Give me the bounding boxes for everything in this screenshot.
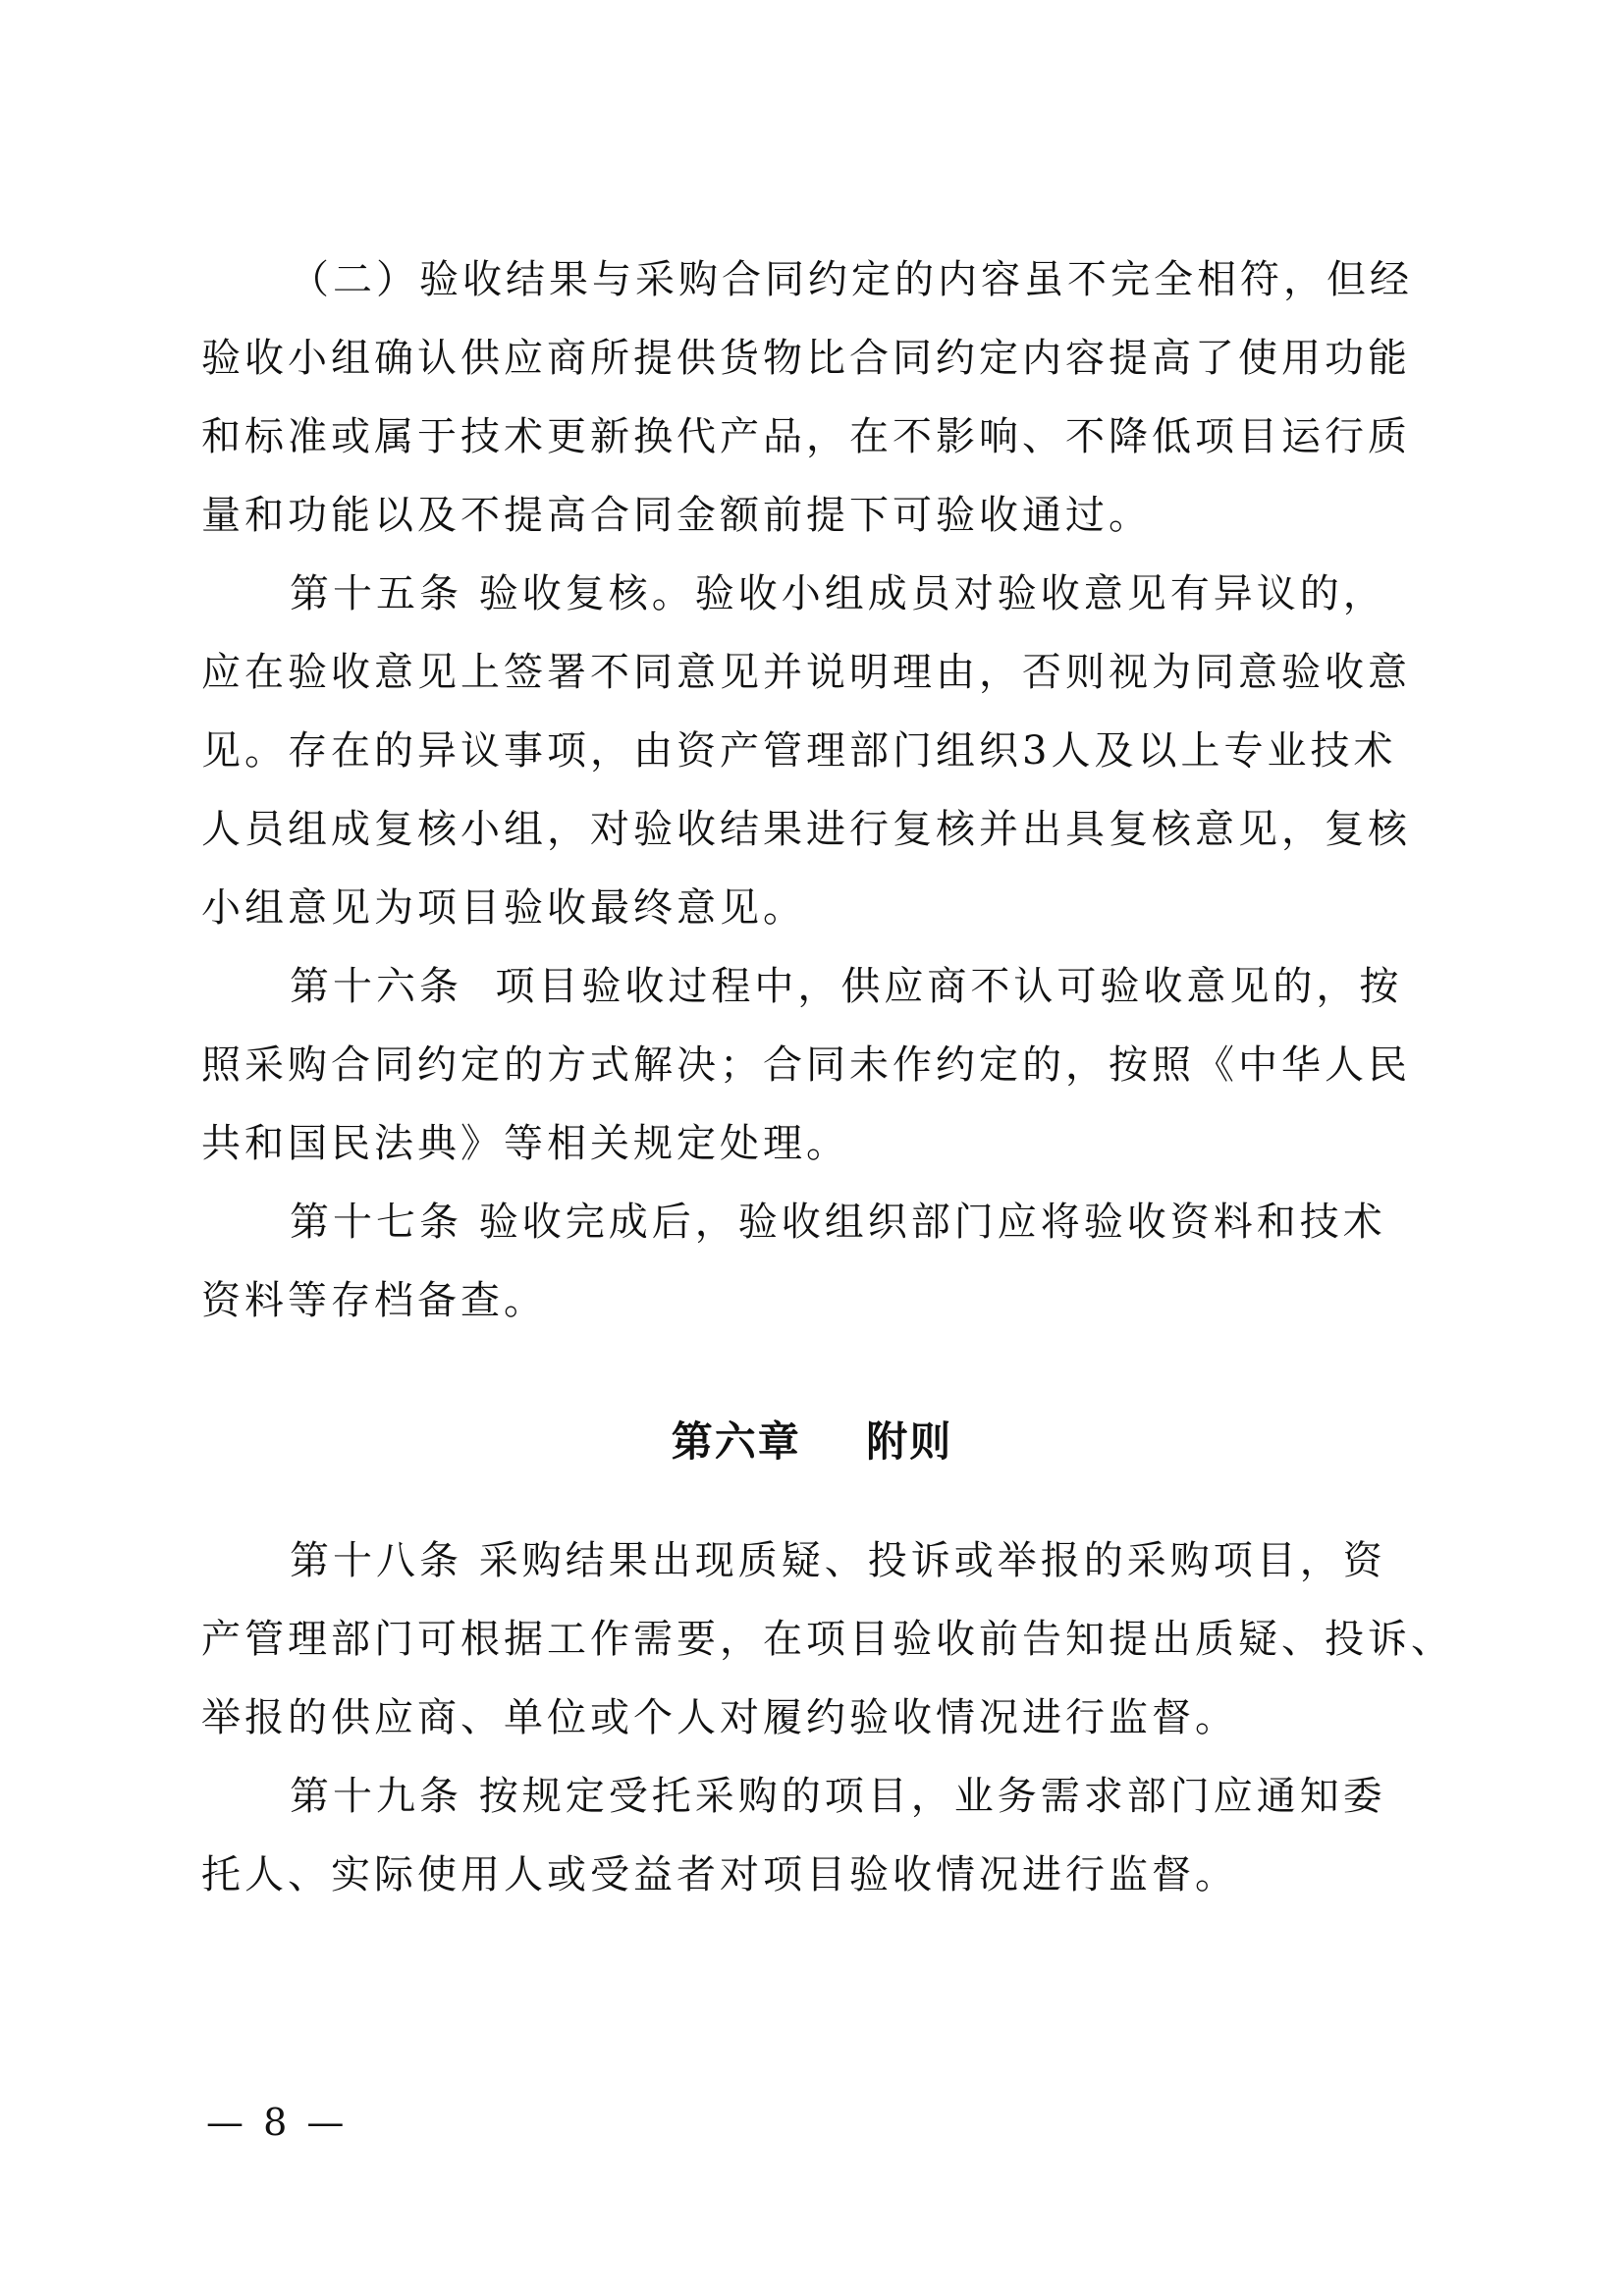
paragraph-1-line-2: 验收小组确认供应商所提供货物比合同约定内容提高了使用功能 [201,336,1411,381]
article-17-line-1: 第十七条 验收完成后，验收组织部门应将验收资料和技术 [290,1200,1386,1245]
article-16-line-2: 照采购合同约定的方式解决；合同未作约定的，按照《中华人民 [201,1042,1411,1088]
article-16-line-1: 第十六条 项目验收过程中，供应商不认可验收意见的，按 [290,964,1403,1009]
chapter-heading: 第六章 附则 [671,1417,953,1466]
article-15-line-1: 第十五条 验收复核。验收小组成员对验收意见有异议的， [290,571,1386,616]
article-15-line-5: 小组意见为项目验收最终意见。 [201,885,806,931]
article-16-line-3: 共和国民法典》等相关规定处理。 [201,1121,849,1166]
paragraph-1-line-1: （二）验收结果与采购合同约定的内容虽不完全相符，但经 [290,257,1413,302]
article-15-line-4: 人员组成复核小组，对验收结果进行复核并出具复核意见，复核 [201,807,1411,852]
article-18-line-3: 举报的供应商、单位或个人对履约验收情况进行监督。 [201,1695,1238,1740]
page-number: — 8 — [206,2101,349,2144]
paragraph-1-line-4: 量和功能以及不提高合同金额前提下可验收通过。 [201,493,1152,538]
article-15-line-3: 见。存在的异议事项，由资产管理部门组织3人及以上专业技术 [201,728,1397,774]
article-17-line-2: 资料等存档备查。 [201,1278,547,1323]
paragraph-1-line-3: 和标准或属于技术更新换代产品，在不影响、不降低项目运行质 [201,414,1411,459]
article-15-line-2: 应在验收意见上签署不同意见并说明理由，否则视为同意验收意 [201,650,1411,695]
article-18-line-1: 第十八条 采购结果出现质疑、投诉或举报的采购项目，资 [290,1538,1386,1583]
article-19-line-2: 托人、实际使用人或受益者对项目验收情况进行监督。 [201,1852,1238,1897]
article-19-line-1: 第十九条 按规定受托采购的项目，业务需求部门应通知委 [290,1774,1386,1819]
article-18-line-2: 产管理部门可根据工作需要，在项目验收前告知提出质疑、投诉、 [201,1617,1454,1662]
